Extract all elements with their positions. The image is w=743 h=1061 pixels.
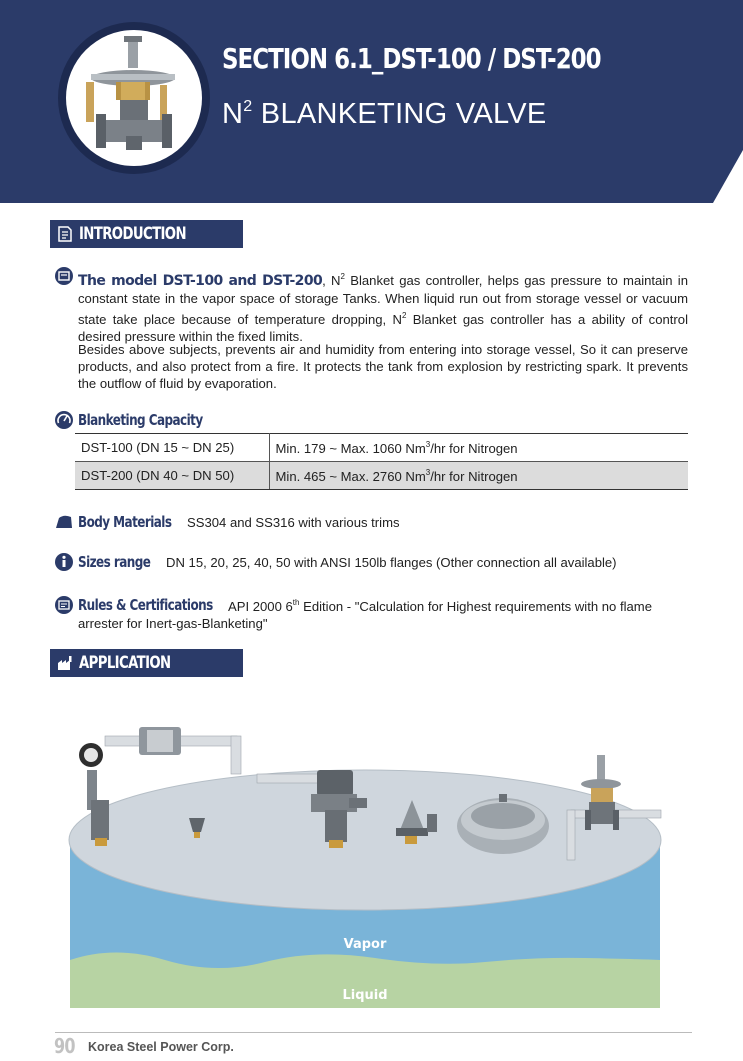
vapor-label: Vapor [343,937,387,952]
footer-divider [55,1032,692,1033]
product-photo [66,30,202,166]
blanketing-valve-image [66,30,202,166]
capacity-heading: Blanketing Capacity [78,411,203,429]
introduction-paragraph: The model DST-100 and DST-200, $N^2$ Blanket gas controller, helps gas pressure to maintain in constant state in the vapor space of storage Tanks. When liquid run out from storage vessel or vacuum state take place because of temperature dropping, $N^2$ Blanket gas controller has a ability of control desired pressure within the fixed limits. [78,272,689,344]
sizes-range-text: DN 15, 20, 25, 40, 50 with ANSI 150lb flanges (Other connection all available) [166,555,617,570]
company-name: Korea Steel Power Corp. [88,1040,234,1054]
body-materials-text: SS304 and SS316 with various trims [187,515,400,530]
document-icon [56,225,74,243]
table-row [75,434,688,462]
rules-text: API 2000 6th Edition - "Calculation for Highest requirements with no flame [228,598,652,614]
info-icon [54,552,74,572]
application-label: APPLICATION [79,653,171,673]
table-cell-capacity: Min. 179 ~ Max. 1060 Nm$^3$/hr for Nitrogen [269,434,688,462]
page-subtitle: $N^2$ BLANKETING VALVE [222,98,547,130]
page-number: 90 [54,1034,75,1058]
table-cell-model: DST-100 (DN 15 ~ DN 25) [75,434,269,462]
tank-application-illustration [55,710,695,1015]
application-section-bar [50,649,243,677]
introduction-section-bar [50,220,243,248]
table-cell-capacity: Min. 465 ~ Max. 2760 Nm$^3$/hr for Nitrogen [269,462,688,490]
table-row [75,462,688,490]
header-corner-cut [713,150,743,203]
rules-heading: Rules & Certifications [78,596,213,614]
factory-icon [56,654,74,672]
introduction-paragraph-2: Besides above subjects, prevents air and humidity from entering into storage vessel, So it can preserve products, and also protect from a fire. It protects the tank from explosion by restricting spark. It prevents the outflow of fluid by evaporation. [78,342,688,391]
material-icon [54,512,74,532]
introduction-label: INTRODUCTION [79,224,186,244]
gauge-icon [54,410,74,430]
section-title: SECTION 6.1_DST-100 / DST-200 [222,42,601,75]
certificate-icon [54,595,74,615]
rules-text-line2: arrester for Inert-gas-Blanketing" [78,616,268,631]
capacity-table [75,433,688,490]
sizes-range-heading: Sizes range [78,553,151,571]
model-heading: The model DST-100 and DST-200 [78,273,323,289]
model-bullet-icon [54,266,74,286]
liquid-label: Liquid [342,988,388,1003]
table-cell-model: DST-200 (DN 40 ~ DN 50) [75,462,269,490]
body-materials-heading: Body Materials [78,513,172,531]
